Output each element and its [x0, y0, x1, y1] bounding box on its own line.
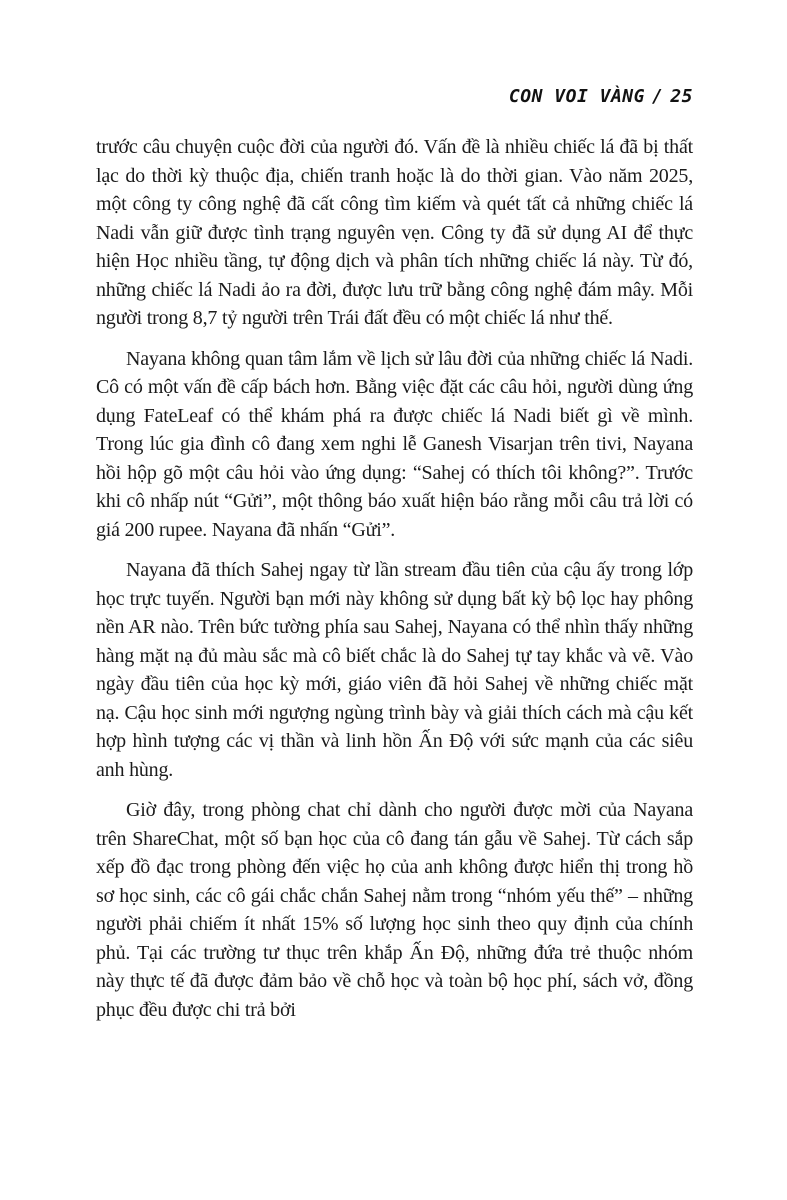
running-header: [96, 86, 693, 107]
header-separator: /: [651, 86, 664, 107]
page-number: 25: [670, 86, 693, 107]
body-paragraph: Nayana không quan tâm lắm về lịch sử lâu đời của những chiếc lá Nadi. Cô có một vấn đề cấp bách hơn. Bằng việc đặt các câu hỏi, người dùng ứng dụng FateLeaf có thể khám phá ra được chiếc lá Nadi biết gì về mình. Trong lúc gia đình cô đang xem nghi lễ Ganesh Visarjan trên tivi, Nayana hồi hộp gõ một câu hỏi vào ứng dụng: “Sahej có thích tôi không?”. Trước khi cô nhấp nút “Gửi”, một thông báo xuất hiện báo rằng mỗi câu trả lời có giá 200 rupee. Nayana đã nhấn “Gửi”.: [96, 347, 693, 541]
body-text: [96, 133, 693, 1036]
running-title: CON VOI VÀNG: [508, 86, 645, 107]
body-paragraph: Nayana đã thích Sahej ngay từ lần stream đầu tiên của cậu ấy trong lớp học trực tuyến. Người bạn mới này không sử dụng bất kỳ bộ lọc hay phông nền AR nào. Trên bức tường phía sau Sahej, Nayana có thể nhìn thấy những hàng mặt nạ đủ màu sắc mà cô biết chắc là do Sahej tự tay khắc và vẽ. Vào ngày đầu tiên của học kỳ mới, giáo viên đã hỏi Sahej về những chiếc mặt nạ. Cậu học sinh mới ngượng ngùng trình bày và giải thích cách mà cậu kết hợp hình tượng các vị thần và linh hồn Ấn Độ với sức mạnh của các siêu anh hùng.: [96, 559, 693, 781]
body-paragraph: trước câu chuyện cuộc đời của người đó. Vấn đề là nhiều chiếc lá đã bị thất lạc do thời kỳ thuộc địa, chiến tranh hoặc là do thời gian. Vào năm 2025, một công ty công nghệ đã cất công tìm kiếm và quét tất cả những chiếc lá Nadi vẫn giữ được tình trạng nguyên vẹn. Công ty đã sử dụng AI để thực hiện Học nhiều tầng, tự động dịch và phân tích những chiếc lá này. Từ đó, những chiếc lá Nadi ảo ra đời, được lưu trữ bằng công nghệ đám mây. Mỗi người trong 8,7 tỷ người trên Trái đất đều có một chiếc lá như thế.: [96, 136, 693, 329]
body-paragraph: Giờ đây, trong phòng chat chỉ dành cho người được mời của Nayana trên ShareChat, một số bạn học của cô đang tán gẫu về Sahej. Từ cách sắp xếp đồ đạc trong phòng đến việc họ của anh không được hiển thị trong hồ sơ học sinh, các cô gái chắc chắn Sahej nằm trong “nhóm yếu thế” – những người phải chiếm ít nhất 15% số lượng học sinh theo quy định của chính phủ. Tại các trường tư thục trên khắp Ấn Độ, những đứa trẻ thuộc nhóm này thực tế đã được đảm bảo về chỗ học và toàn bộ học phí, sách vở, đồng phục đều được chi trả bởi: [96, 799, 693, 1021]
